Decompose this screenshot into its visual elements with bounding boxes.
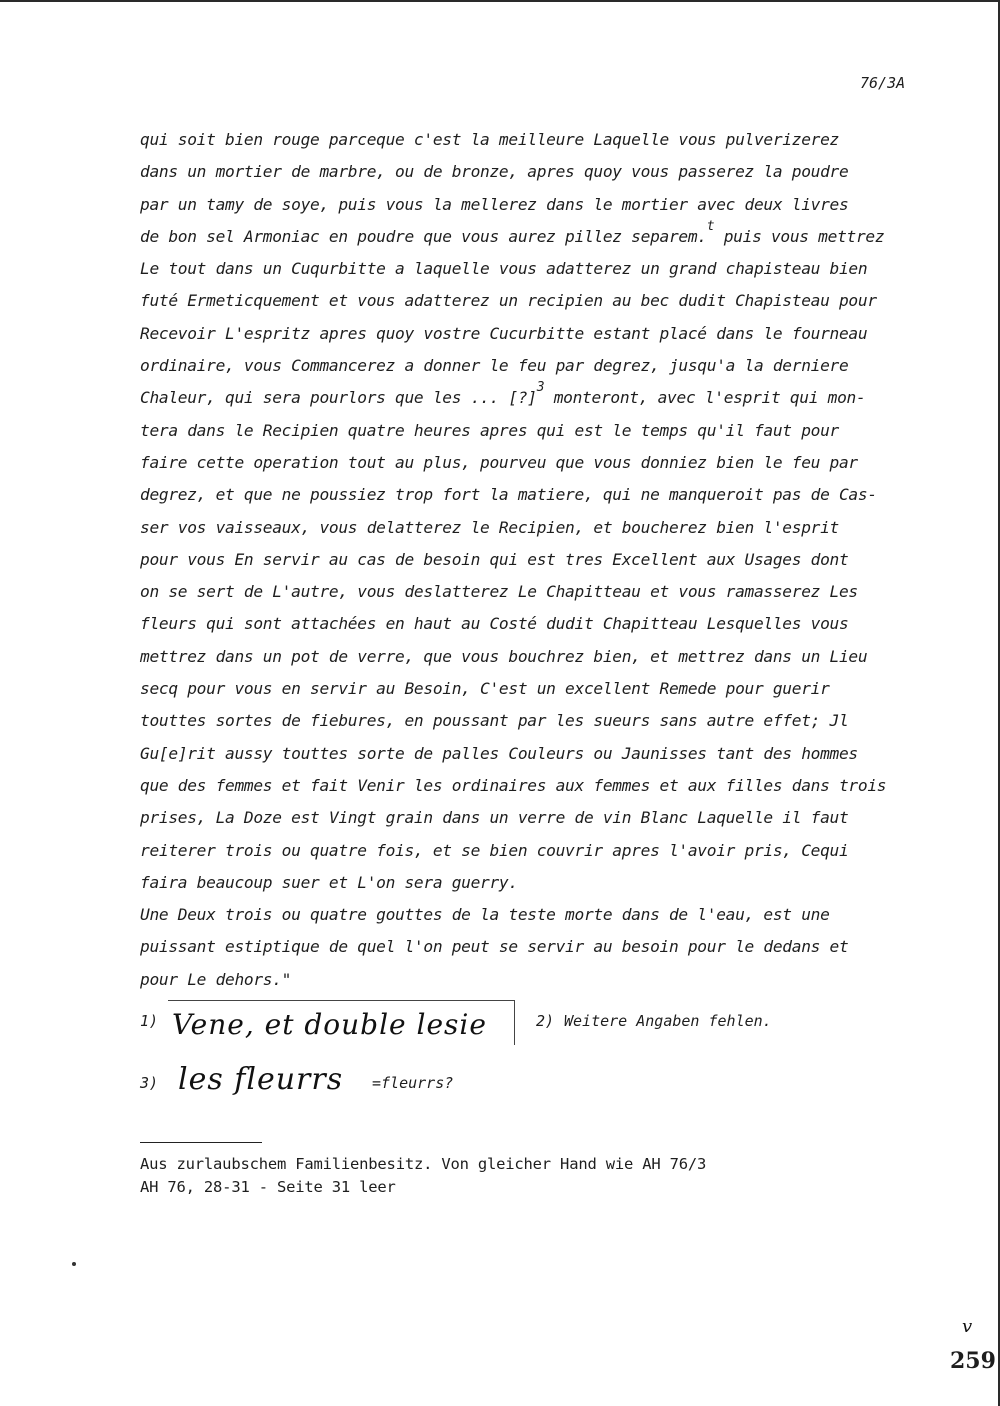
text-line: par un tamy de soye, puis vous la mellerez dans le mortier avec deux livres	[140, 194, 849, 214]
text-line-with-superscript	[140, 218, 920, 253]
footnote-2-text: Weitere Angaben fehlen.	[564, 1012, 772, 1030]
footnote-3-text: =fleurrs?	[372, 1074, 454, 1092]
line-part: puis vous mettrez	[714, 226, 885, 246]
line-part: de bon sel Armoniac en poudre que vous aurez pillez separem.	[140, 226, 707, 246]
stray-mark	[72, 1262, 76, 1266]
text-line-with-footnote-ref	[140, 382, 920, 414]
text-line: que des femmes et fait Venir les ordinaires aux femmes et aux filles dans trois	[140, 775, 887, 795]
source-line: Aus zurlaubschem Familienbesitz. Von gleicher Hand wie AH 76/3	[140, 1155, 707, 1173]
footnote-2-label: 2)	[536, 1012, 555, 1030]
text-line: pour Le dehors."	[140, 969, 292, 989]
text-line: Le tout dans un Cuqurbitte a laquelle vous adatterez un grand chapisteau bien	[140, 259, 868, 279]
text-line: Recevoir L'espritz apres quoy vostre Cucurbitte estant placé dans le fourneau	[140, 323, 868, 343]
text-line: futé Ermeticquement et vous adatterez un recipien au bec dudit Chapisteau pour	[140, 291, 877, 311]
text-line: ordinaire, vous Commancerez a donner le feu par degrez, jusqu'a la derniere	[140, 356, 849, 376]
transcription-body	[140, 124, 920, 996]
footnote-3-handwriting: les fleurrs	[178, 1062, 344, 1097]
text-line: Une Deux trois ou quatre gouttes de la teste morte dans de l'eau, est une	[140, 905, 830, 925]
line-part: Chaleur, qui sera pourlors que les ... [?]	[140, 388, 537, 408]
text-line: prises, La Doze est Vingt grain dans un verre de vin Blanc Laquelle il faut	[140, 808, 849, 828]
superscript-t: t	[706, 218, 715, 234]
text-line: on se sert de L'autre, vous deslatterez Le Chapitteau et vous ramasserez Les	[140, 582, 858, 602]
page-border-top	[0, 0, 1000, 2]
footnote-3-label: 3)	[140, 1074, 159, 1092]
page-number: 76/3A	[860, 74, 906, 92]
text-line: faira beaucoup suer et L'on sera guerry.	[140, 872, 518, 892]
footnote-1-handwriting: Vene, et double lesie	[172, 1008, 487, 1041]
archive-check-mark: v	[962, 1316, 974, 1337]
text-line: ser vos vaisseaux, vous delatterez le Recipien, et boucherez bien l'esprit	[140, 517, 839, 537]
text-line: puissant estiptique de quel l'on peut se servir au besoin pour le dedans et	[140, 937, 849, 957]
text-line: secq pour vous en servir au Besoin, C'est un excellent Remede pour guerir	[140, 679, 830, 699]
text-line: faire cette operation tout au plus, pourveu que vous donniez bien le feu par	[140, 452, 858, 472]
footnote-1-label: 1)	[140, 1012, 159, 1030]
text-line: tera dans le Recipien quatre heures apres qui est le temps qu'il faut pour	[140, 420, 839, 440]
footnote-separator	[140, 1142, 262, 1143]
text-line: mettrez dans un pot de verre, que vous bouchrez bien, et mettrez dans un Lieu	[140, 646, 868, 666]
line-part: monteront, avec l'esprit qui mon-	[544, 388, 866, 408]
source-line: AH 76, 28-31 - Seite 31 leer	[140, 1178, 396, 1196]
text-line: touttes sortes de fiebures, en poussant par les sueurs sans autre effet; Jl	[140, 711, 849, 731]
footnote-ref-3: 3	[536, 380, 545, 396]
text-line: qui soit bien rouge parceque c'est la meilleure Laquelle vous pulverizerez	[140, 130, 839, 149]
text-line: Gu[e]rit aussy touttes sorte de palles Couleurs ou Jaunisses tant des hommes	[140, 743, 858, 763]
text-line: fleurs qui sont attachées en haut au Costé dudit Chapitteau Lesquelles vous	[140, 614, 849, 634]
text-line: dans un mortier de marbre, ou de bronze, apres quoy vous passerez la poudre	[140, 162, 849, 182]
text-line: reiterer trois ou quatre fois, et se bien couvrir apres l'avoir pris, Cequi	[140, 840, 849, 860]
text-line: degrez, et que ne poussiez trop fort la matiere, qui ne manqueroit pas de Cas-	[140, 485, 877, 505]
archive-number: 259	[950, 1348, 996, 1374]
text-line: pour vous En servir au cas de besoin qui est tres Excellent aux Usages dont	[140, 549, 849, 569]
